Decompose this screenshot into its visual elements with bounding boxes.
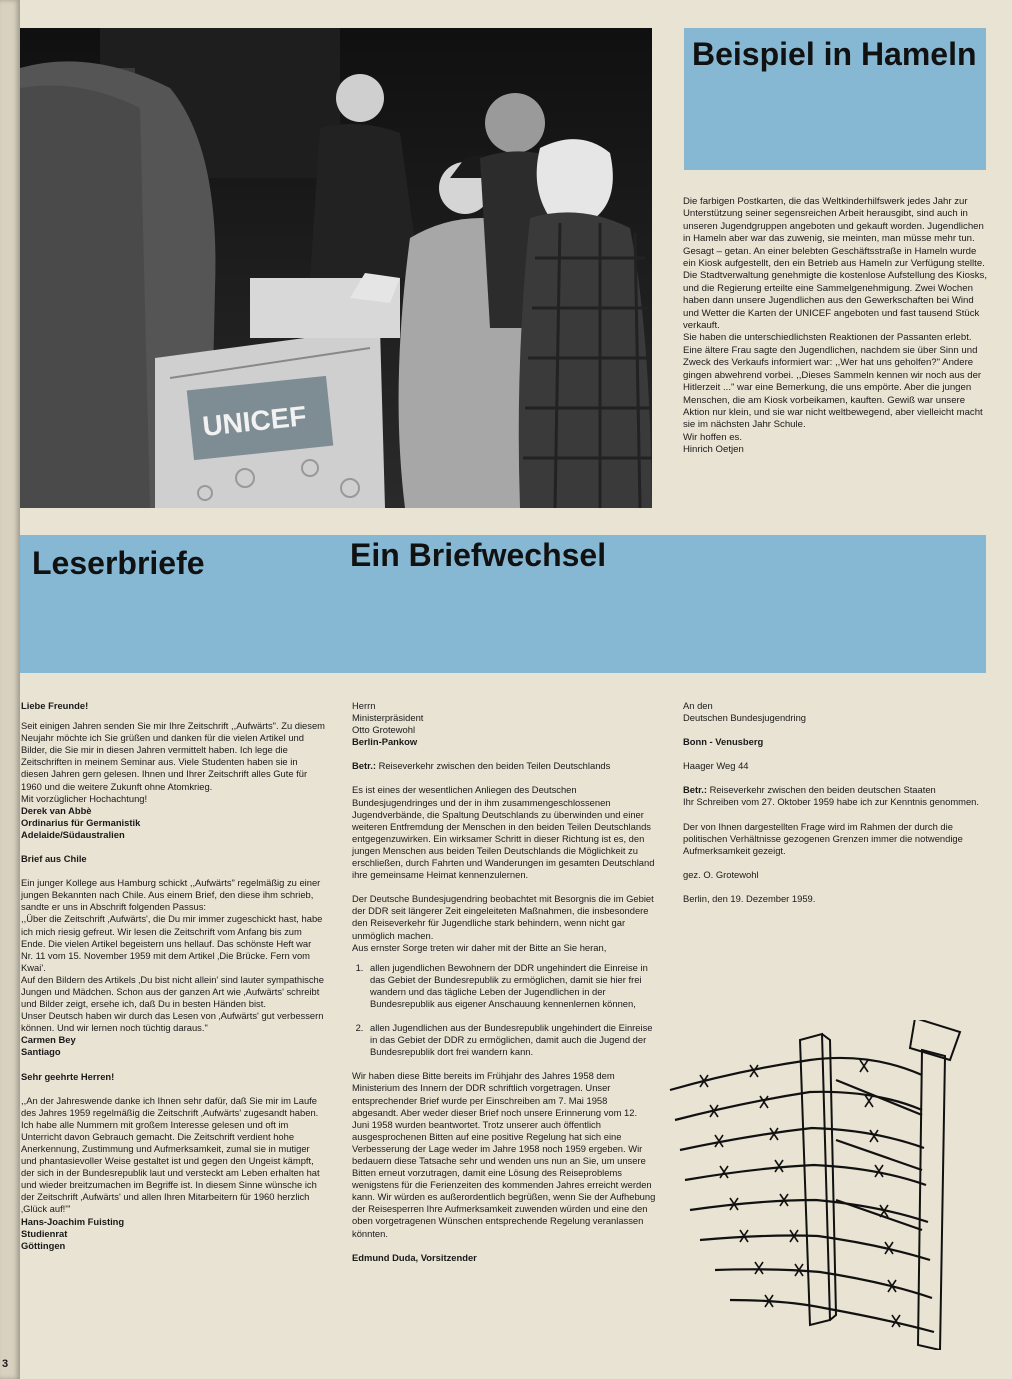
letter-signature: Studienrat — [21, 1227, 68, 1239]
letter-signature: Carmen Bey — [21, 1034, 76, 1046]
article-title-box — [684, 28, 986, 170]
letter-text: ,,Über die Zeitschrift ‚Aufwärts', die Du mir immer zugeschickt hast, habe ich mich riesig gefreut. Wir lesen die Zeitschrift vom Anfang bis zum Ende. Die vielen Artikel begeistern uns hellauf. Das schönste Heft war Nr. 11 vom 15. November 1959 mit dem Artikel ‚Die Brücke. Fern vom Kwai'. — [21, 913, 323, 973]
section-band — [20, 535, 986, 673]
letter-closing: Mit vorzüglicher Hochachtung! — [21, 792, 148, 804]
address-line: Deutschen Bundesjugendring — [683, 712, 807, 724]
unicef-kiosk-photo — [20, 28, 652, 508]
article-paragraph: Gesagt – getan. An einer belebten Geschäftsstraße in Hameln wurde ein Kiosk aufgestellt, den ein Betrieb aus Hameln zur Verfügung stellte. Die Stadtverwaltung genehmigte die kostenlose Aufstellung des Kiosks, und die Regierung erteilte eine Sammelgenehmigung. Zwei Wochen haben dann unsere Jugendlichen aus den Gewerkschaften bei Wind und Wetter die Karten der UNICEF angeboten und fast tausend Stück verkauft. — [683, 245, 987, 332]
address-city: Berlin-Pankow — [352, 736, 418, 748]
subject-text: Reiseverkehr zwischen den beiden deutschen Staaten — [709, 784, 936, 796]
article-paragraph: Wir hoffen es. — [683, 431, 743, 443]
letter-text: Es ist eines der wesentlichen Anliegen des Deutschen Bundesjugendringes und der in ihm zusammengeschlossenen Jugendverbände, die Spaltung Deutschlands zu überwinden und einer weiteren Entfremdung der Menschen in den beiden Teilen Deutschlands entgegenzuwirken. Ein wirksamer Schritt in dieser Richtung ist es, den jungen Menschen aus beiden Teilen Deutschlands die Möglichkeit zu erschließen, durch Fahrten und Wanderungen im gesamten Deutschland ihre gemeinsame Heimat kennenzulernen. — [352, 784, 655, 881]
article-body — [683, 196, 987, 457]
letter-signature: Edmund Duda, Vorsitzender — [352, 1251, 477, 1263]
section-title-leserbriefe: Leserbriefe — [32, 545, 205, 581]
barbed-wire-icon — [660, 1020, 980, 1350]
address-line: Otto Grotewohl — [352, 724, 416, 736]
letter-text: Der Deutsche Bundesjugendring beobachtet mit Besorgnis die im Gebiet der DDR seit längerer Zeit eingeleiteten Maßnahmen, die insbesondere den Reiseverkehr für Jugendliche stark behindern, wenn nicht gar unmöglich machen. — [352, 893, 654, 941]
letter-signature: Ordinarius für Germanistik — [21, 816, 141, 828]
page-gutter — [0, 0, 20, 1379]
letters-column — [21, 700, 325, 1252]
letter-text: Ihr Schreiben vom 27. Oktober 1959 habe ich zur Kenntnis genommen. — [683, 796, 980, 808]
unicef-sign-text: UNICEF — [200, 400, 308, 442]
letter-signature: Derek van Abbè — [21, 804, 92, 816]
letter-text: Aus ernster Sorge treten wir daher mit der Bitte an Sie heran, — [352, 941, 607, 953]
page-number: 3 — [2, 1358, 9, 1370]
article-paragraph: Die farbigen Postkarten, die das Weltkinderhilfswerk jedes Jahr zur Unterstützung seiner segensreichen Arbeit herausgibt, sind auch in unseren Jugendgruppen angeboten und gekauft worden. Jugendlichen in Hameln aber war das zuwenig, sie meinten, man müsse mehr tun. — [683, 196, 984, 245]
letter-text: Wir haben diese Bitte bereits im Frühjahr des Jahres 1958 dem Ministerium des Innern der DDR schriftlich vorgetragen. Unser entsprechender Brief wurde per Einschreiben am 7. Mai 1958 abgesandt. Aber weder dieser Brief noch unsere Erinnerung vom 12. Juni 1958 wurden beantwortet. Trotz unserer auch öffentlich ausgesprochenen Bitten auf eine positive Regelung hat sich eine Verbesserung der Lage weder im Jahre 1958 noch 1959 ergeben. Wir bedauern diese Tatsache sehr und wenden uns nun an Sie, um unsere Bitten erneut vorzutragen, damit eine Lösung des Reiseproblems wenigstens für die Ferienzeiten des kommenden Jahres erreicht werden kann. Wir würden es außerordentlich begrüßen, wenn Sie der Aufhebung der Reisesperren Ihre Aufmerksamkeit zuwenden würden und eine den oben vorgetragenen Wünschen entsprechende Regelung veranlassen könnten. — [352, 1070, 656, 1239]
letter-signature: gez. O. Grotewohl — [683, 868, 759, 880]
subject-line — [683, 784, 987, 796]
letter-text: Der von Ihnen dargestellten Frage wird im Rahmen der durch die politischen Verhältnisse gezogenen Grenzen immer die notwendige Aufmerksamkeit gezeigt. — [683, 820, 963, 856]
subject-line — [352, 760, 656, 772]
list-item: 2. allen Jugendlichen aus der Bundesrepublik ungehindert die Einreise in das Gebiet der DDR zu ermöglichen, damit auch die Jugend der Bundesrepublik dort frei wandern kann. — [366, 1022, 656, 1058]
section-title-briefwechsel: Ein Briefwechsel — [350, 537, 607, 573]
address-line: Herrn — [352, 700, 376, 711]
letter-signature: Hans-Joachim Fuisting — [21, 1215, 125, 1227]
letter-date: Berlin, den 19. Dezember 1959. — [683, 892, 816, 904]
subject-label: Betr.: — [683, 784, 707, 796]
letter-heading: Brief aus Chile — [21, 853, 87, 865]
reply-letter — [683, 700, 987, 905]
address-line: An den — [683, 700, 713, 711]
article-title: Beispiel in Hameln — [692, 36, 977, 72]
letter-text: Unser Deutsch haben wir durch das Lesen von ‚Aufwärts' gut verbessern können. Und wir lernen noch tüchtig daraus." — [21, 1010, 324, 1034]
letter-text: Ein junger Kollege aus Hamburg schickt ,,Aufwärts" regelmäßig zu einer jungen Bekannten nach Chile. Aus einem Brief, den diese ihm schrieb, sandte er uns in Abschrift folgenden Passus: — [21, 877, 321, 913]
address-city: Bonn - Venusberg — [683, 736, 764, 748]
list-item: 1. allen jugendlichen Bewohnern der DDR ungehindert die Einreise in das Gebiet der Bundesrepublik zu ermöglichen, damit sie hier frei wandern und das tägliche Leben der Jugendlichen in der Bundesrepublik aus eigener Anschauung kennenlernen können, — [366, 962, 656, 1010]
letter-heading: Sehr geehrte Herren! — [21, 1070, 115, 1082]
article-paragraph: Sie haben die unterschiedlichsten Reaktionen der Passanten erlebt. Eine ältere Frau sagte den Jugendlichen, nachdem sie über Sinn und Zweck des Verkaufs informiert war: ,,Wer hat uns geholfen?" Andere gingen abwehrend vorbei. ,,Dieses Sammeln kennen wir noch aus der Hitlerzeit ..." war eine Bemerkung, die uns empörte. Aber die jungen Menschen, die am Kiosk vorbeikamen, kauften. Gewiß war unsere Aktion nur klein, und sie war nicht weltbewegend, aber vielleicht macht sie im nächsten Jahr Schule. — [683, 332, 983, 431]
subject-text: Reiseverkehr zwischen den beiden Teilen Deutschlands — [378, 760, 611, 772]
letter-signature: Göttingen — [21, 1239, 66, 1251]
letter-text: Auf den Bildern des Artikels ‚Du bist nicht allein' sind lauter sympathische Jungen und Mädchen. Schon aus der ganzen Art wie ‚Aufwärts' schreibt und Bilder zeigt, ersehe ich, daß Du in besten Händen bist. — [21, 973, 324, 1010]
address-line: Ministerpräsident — [352, 712, 424, 724]
letter-to-grotewohl — [352, 700, 656, 1264]
request-list — [352, 962, 656, 1059]
article-author: Hinrich Oetjen — [683, 444, 744, 456]
letter-text: Seit einigen Jahren senden Sie mir Ihre Zeitschrift ,,Aufwärts". Zu diesem Neujahr möchte ich Sie grüßen und danken für die vielen Artikel und Bilder, die Sie mir in diesen Jahren vermittelt haben. Ich lege die Zeitschriften in meinem Seminar aus. Viele Studenten haben sie in diesen Jahren gern gelesen. Ihnen und Ihrer Zeitschrift alles Gute für 1960 und die weitere Zukunft ohne Atomkrieg. — [21, 720, 325, 792]
letter-signature: Adelaide/Südaustralien — [21, 828, 125, 840]
subject-label: Betr.: — [352, 760, 376, 772]
letter-text: ,,An der Jahreswende danke ich Ihnen sehr dafür, daß Sie mir im Laufe des Jahres 1959 regelmäßig die Zeitschrift ‚Aufwärts' zugesandt haben. Ich habe alle Nummern mit großem Interesse gelesen und oft im Unterricht davon Gebrauch gemacht. Die Zeitschrift verdient hohe Anerkennung, Zustimmung und Aufmerksamkeit, zumal sie in mutiger und phantasievoller Weise gestaltet ist und gegen den Ungeist kämpft, der sich in der Bundesrepublik laut und versteckt am Leben erhalten hat und wieder breitzumachen im Begriffe ist. In diesem Sinne wünsche ich der Zeitschrift ‚Aufwärts' und allen Ihren Mitarbeitern für 1960 herzlich ‚Glück auf!'" — [21, 1094, 320, 1215]
letter-salutation: Liebe Freunde! — [21, 700, 89, 711]
letter-signature: Santiago — [21, 1046, 61, 1058]
address-street: Haager Weg 44 — [683, 760, 749, 772]
